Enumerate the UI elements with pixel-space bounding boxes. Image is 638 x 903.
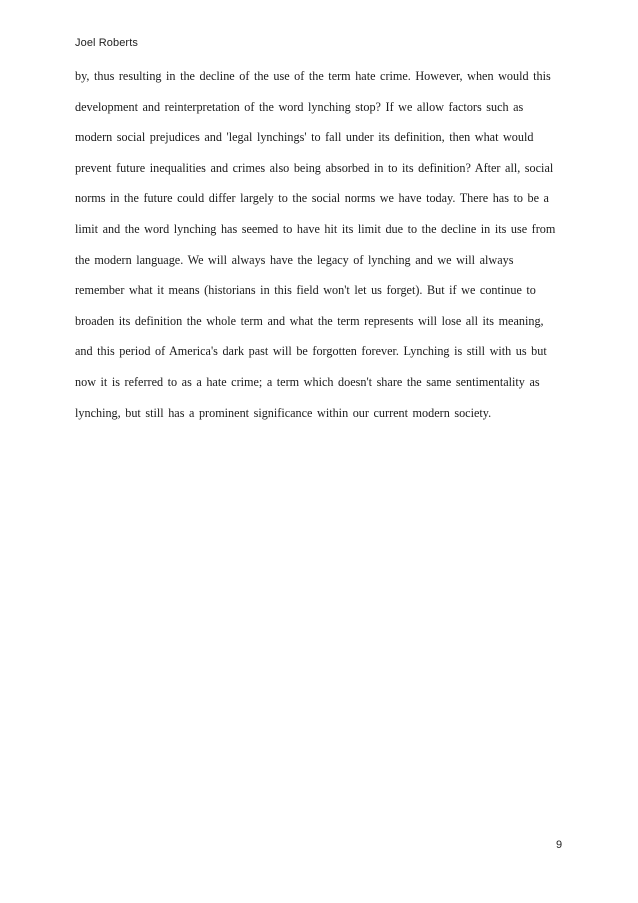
paragraph-line: by, thus resulting in the decline of the use of the term hate crime. However, when would this: [75, 69, 551, 83]
body-paragraph: [75, 69, 570, 436]
paragraph-line: remember what it means (historians in this field won't let us forget). But if we continue to: [75, 283, 536, 298]
paragraph-line: norms in the future could differ largely to the social norms we have today. There has to be a: [75, 191, 549, 206]
paragraph-line: lynching, but still has a prominent significance within our current modern society.: [75, 405, 492, 420]
paragraph-line: broaden its definition the whole term and what the term represents will lose all its meaning,: [75, 313, 544, 328]
paragraph-line: modern social prejudices and 'legal lynchings' to fall under its definition, then what would: [75, 130, 534, 145]
header-author-name: Joel Roberts: [75, 37, 138, 49]
paragraph-line: the modern language. We will always have the legacy of lynching and we will always: [75, 252, 514, 267]
paragraph-line: limit and the word lynching has seemed to have hit its limit due to the decline in its use from: [75, 221, 556, 236]
paragraph-line: development and reinterpretation of the word lynching stop? If we allow factors such as: [75, 99, 524, 114]
page-number: 9: [556, 839, 563, 851]
paragraph-line: now it is referred to as a hate crime; a term which doesn't share the same sentimentality as: [75, 374, 540, 389]
paragraph-line: prevent future inequalities and crimes also being absorbed in to its definition? After all, social: [75, 160, 554, 175]
paragraph-line: and this period of America's dark past will be forgotten forever. Lynching is still with us but: [75, 344, 547, 359]
